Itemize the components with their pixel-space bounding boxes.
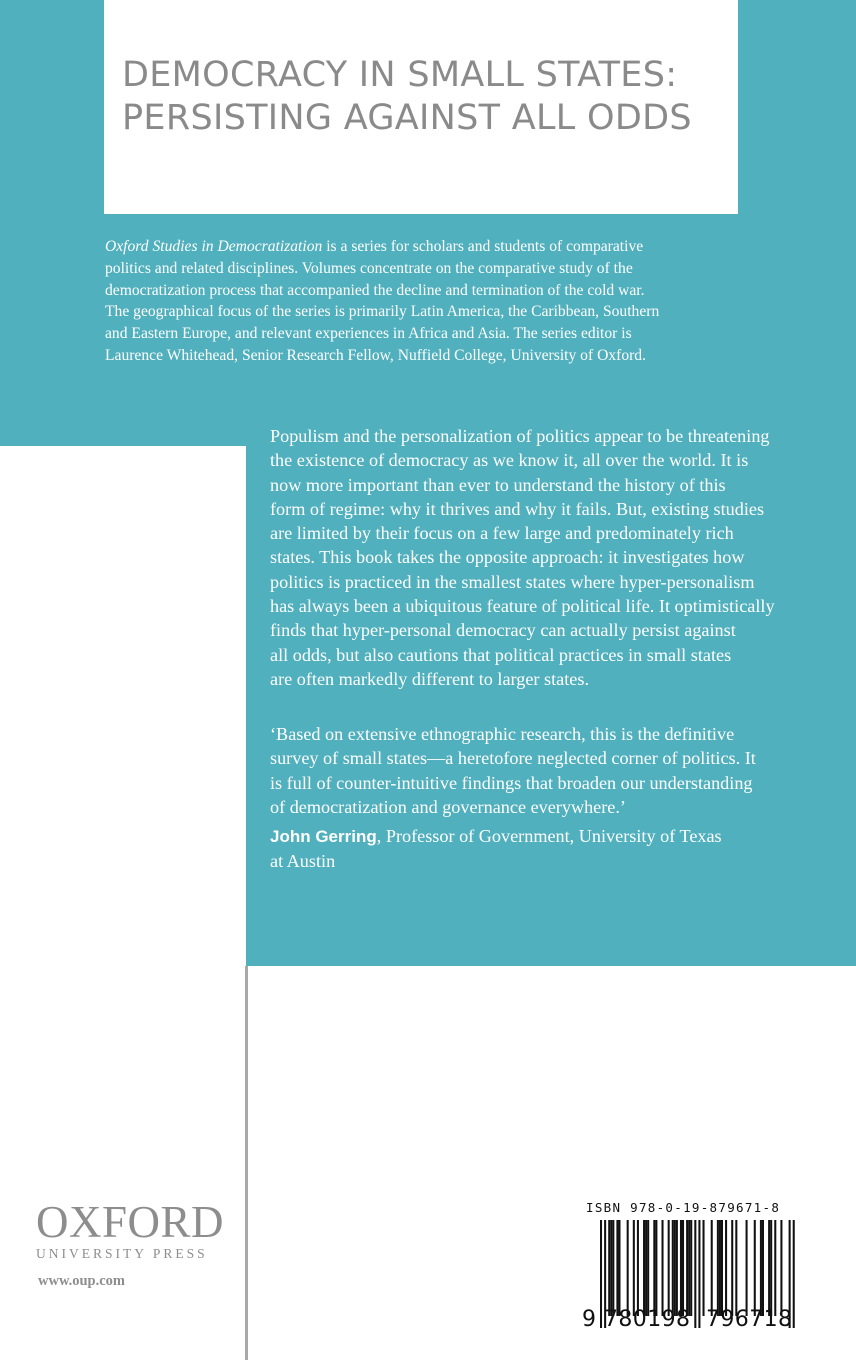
barcode-bar bbox=[612, 1220, 614, 1316]
publisher-website: www.oup.com bbox=[38, 1273, 126, 1289]
blurb-line-7: politics is practiced in the smallest states where hyper-personalism bbox=[270, 571, 755, 592]
book-blurb bbox=[270, 424, 830, 691]
barcode-box bbox=[582, 1194, 810, 1360]
barcode-bar bbox=[719, 1220, 721, 1316]
barcode-bar bbox=[674, 1220, 676, 1316]
barcode-bar bbox=[770, 1220, 772, 1316]
barcode-bar bbox=[668, 1220, 670, 1316]
barcode-guard-bar bbox=[793, 1220, 795, 1328]
barcode-bar bbox=[618, 1220, 620, 1316]
barcode-bar bbox=[643, 1220, 645, 1316]
barcode-guard-bar bbox=[694, 1220, 696, 1328]
series-line-5: and Eastern Europe, and relevant experiences in Africa and Asia. The series editor is bbox=[105, 325, 632, 343]
barcode-bar bbox=[682, 1220, 684, 1316]
endorsement-attribution bbox=[270, 824, 830, 874]
barcode-bar bbox=[735, 1220, 737, 1316]
barcode-bar bbox=[746, 1220, 748, 1316]
barcode-bar bbox=[608, 1220, 610, 1316]
book-title-line-2: PERSISTING AGAINST ALL ODDS bbox=[122, 98, 692, 138]
barcode-bar bbox=[703, 1220, 705, 1316]
barcode-left-digits: 780198 bbox=[604, 1307, 691, 1332]
endorser-title: , Professor of Government, University of Texas bbox=[376, 826, 722, 846]
barcode-guard-bar bbox=[698, 1220, 700, 1328]
barcode-bar bbox=[721, 1220, 723, 1316]
barcode-first-digit: 9 bbox=[582, 1307, 596, 1332]
barcode-bar bbox=[725, 1220, 727, 1316]
quote-line-4: of democratization and governance everywhere.’ bbox=[270, 796, 626, 817]
barcode-bar bbox=[627, 1220, 629, 1316]
series-line-4: The geographical focus of the series is primarily Latin America, the Caribbean, Southern bbox=[105, 303, 660, 321]
barcode-bar bbox=[711, 1220, 713, 1316]
endorsement-quote bbox=[270, 722, 830, 819]
title-box bbox=[104, 0, 738, 214]
blurb-line-9: finds that hyper-personal democracy can actually persist against bbox=[270, 620, 736, 641]
barcode-bar bbox=[616, 1220, 618, 1316]
series-line-2: politics and related disciplines. Volumes concentrate on the comparative study of the bbox=[105, 259, 633, 277]
blurb-line-10: all odds, but also cautions that political practices in small states bbox=[270, 644, 732, 665]
barcode-bar bbox=[754, 1220, 756, 1316]
isbn-label: ISBN 978-0-19-879671-8 bbox=[586, 1200, 781, 1215]
quote-line-3: is full of counter-intuitive findings that broaden our understanding bbox=[270, 772, 753, 793]
series-name: Oxford Studies in Democratization bbox=[105, 238, 323, 255]
barcode-bar bbox=[662, 1220, 664, 1316]
book-title bbox=[122, 54, 732, 140]
barcode-bar bbox=[768, 1220, 770, 1316]
barcode-guard-bar bbox=[600, 1220, 602, 1328]
barcode-bar bbox=[760, 1220, 762, 1316]
barcode-bar bbox=[637, 1220, 639, 1316]
barcode-bar bbox=[672, 1220, 674, 1316]
barcode-bar bbox=[676, 1220, 678, 1316]
oxford-logo bbox=[36, 1198, 226, 1262]
attribution-line-1 bbox=[270, 824, 830, 849]
barcode-bar bbox=[717, 1220, 719, 1316]
quote-line-1: ‘Based on extensive ethnographic research, this is the definitive bbox=[270, 724, 735, 744]
blurb-line-1: Populism and the personalization of politics appear to be threatening bbox=[270, 426, 770, 446]
series-line-1 bbox=[105, 236, 755, 258]
barcode-bar bbox=[688, 1220, 690, 1316]
blurb-line-6: states. This book takes the opposite approach: it investigates how bbox=[270, 547, 745, 568]
blurb-line-4: form of regime: why it thrives and why it fails. But, existing studies bbox=[270, 498, 765, 519]
barcode-bar bbox=[774, 1220, 776, 1316]
blurb-line-5: are limited by their focus on a few large and predominately rich bbox=[270, 523, 734, 544]
blurb-line-11: are often markedly different to larger states. bbox=[270, 668, 589, 689]
barcode-bar bbox=[762, 1220, 764, 1316]
barcode-bar bbox=[686, 1220, 688, 1316]
barcode-bar bbox=[633, 1220, 635, 1316]
barcode-bar bbox=[655, 1220, 657, 1316]
blurb-line-3: now more important than ever to understand the history of this bbox=[270, 474, 726, 495]
grey-divider-line bbox=[245, 966, 248, 1360]
endorser-name: John Gerring bbox=[270, 827, 377, 846]
series-description bbox=[105, 236, 755, 367]
series-line-3: democratization process that accompanied the decline and termination of the cold war. bbox=[105, 281, 645, 299]
barcode-bar bbox=[690, 1220, 692, 1316]
series-line-6: Laurence Whitehead, Senior Research Fellow, Nuffield College, University of Oxford. bbox=[105, 346, 646, 364]
quote-line-2: survey of small states—a heretofore neglected corner of politics. It bbox=[270, 748, 756, 769]
barcode-bar bbox=[731, 1220, 733, 1316]
barcode-bar bbox=[780, 1220, 782, 1316]
blurb-line-8: has always been a ubiquitous feature of political life. It optimistically bbox=[270, 596, 775, 617]
barcode-right-digits: 796718 bbox=[706, 1307, 793, 1332]
book-title-line-1: DEMOCRACY IN SMALL STATES: bbox=[122, 55, 678, 95]
publisher-subtitle: UNIVERSITY PRESS bbox=[36, 1246, 208, 1261]
series-line-1-text: is a series for scholars and students of comparative bbox=[322, 238, 644, 255]
attribution-line-2: at Austin bbox=[270, 851, 336, 872]
barcode-bar bbox=[610, 1220, 612, 1316]
barcode-bar bbox=[680, 1220, 682, 1316]
publisher-name: OXFORD bbox=[36, 1197, 225, 1247]
barcode-bar bbox=[645, 1220, 647, 1316]
barcode-bar bbox=[647, 1220, 649, 1316]
barcode-bar bbox=[653, 1220, 655, 1316]
blurb-line-2: the existence of democracy as we know it, all over the world. It is bbox=[270, 450, 749, 471]
